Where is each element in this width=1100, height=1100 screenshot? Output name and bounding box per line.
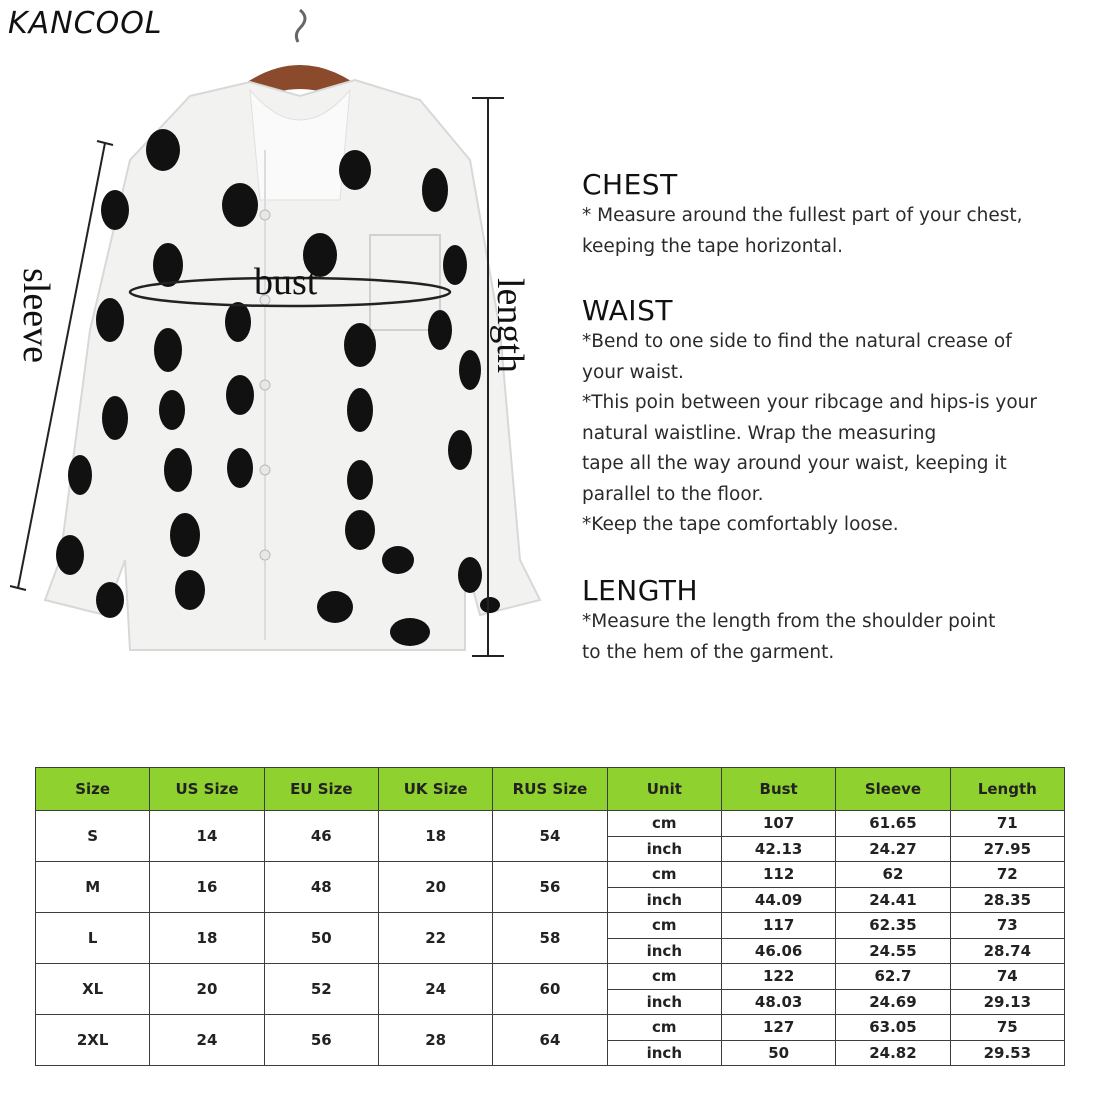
- cell-bust: 46.06: [721, 938, 835, 964]
- cell-bust: 107: [721, 811, 835, 837]
- length-heading: LENGTH: [582, 574, 699, 607]
- header-size: Size: [36, 768, 150, 811]
- waist-line: your waist.: [582, 361, 684, 383]
- cell-sleeve: 24.27: [836, 836, 950, 862]
- cell-length: 27.95: [950, 836, 1064, 862]
- size-chart-table: [35, 767, 1065, 1066]
- cell-sleeve: 24.82: [836, 1040, 950, 1066]
- chest-section: [582, 168, 1082, 262]
- cell-us: 16: [150, 862, 264, 913]
- cell-uk: 28: [378, 1015, 492, 1066]
- sleeve-label: sleeve: [15, 268, 57, 363]
- cell-uk: 18: [378, 811, 492, 862]
- table-row: [36, 1015, 1065, 1041]
- length-line: to the hem of the garment.: [582, 641, 835, 663]
- cell-unit: cm: [607, 913, 721, 939]
- cell-uk: 24: [378, 964, 492, 1015]
- cell-bust: 48.03: [721, 989, 835, 1015]
- cell-length: 71: [950, 811, 1064, 837]
- header-bust: Bust: [721, 768, 835, 811]
- cell-us: 24: [150, 1015, 264, 1066]
- cell-bust: 117: [721, 913, 835, 939]
- table-row: [36, 811, 1065, 837]
- cell-unit: inch: [607, 989, 721, 1015]
- header-rus-size: RUS Size: [493, 768, 607, 811]
- cell-sleeve: 24.41: [836, 887, 950, 913]
- length-line: *Measure the length from the shoulder point: [582, 611, 996, 632]
- header-eu-size: EU Size: [264, 768, 378, 811]
- cell-eu: 52: [264, 964, 378, 1015]
- cell-rus: 56: [493, 862, 607, 913]
- cell-unit: cm: [607, 1015, 721, 1041]
- waist-line: tape all the way around your waist, keeping it: [582, 453, 1007, 474]
- shirt-figure: [0, 0, 560, 700]
- cell-uk: 20: [378, 862, 492, 913]
- cell-length: 28.35: [950, 887, 1064, 913]
- cell-length: 28.74: [950, 938, 1064, 964]
- cell-rus: 54: [493, 811, 607, 862]
- cell-bust: 112: [721, 862, 835, 888]
- cell-eu: 56: [264, 1015, 378, 1066]
- cell-bust: 44.09: [721, 887, 835, 913]
- cell-length: 74: [950, 964, 1064, 990]
- cell-sleeve: 62.7: [836, 964, 950, 990]
- cell-us: 18: [150, 913, 264, 964]
- cell-size: L: [36, 913, 150, 964]
- waist-line: *Bend to one side to find the natural crease of: [582, 331, 1012, 352]
- cell-eu: 48: [264, 862, 378, 913]
- header-unit: Unit: [607, 768, 721, 811]
- cell-bust: 122: [721, 964, 835, 990]
- cell-eu: 46: [264, 811, 378, 862]
- chest-line: * Measure around the fullest part of your chest,: [582, 205, 1023, 226]
- cell-unit: inch: [607, 938, 721, 964]
- cell-unit: inch: [607, 887, 721, 913]
- cell-sleeve: 62.35: [836, 913, 950, 939]
- cell-rus: 58: [493, 913, 607, 964]
- polka-dot-shirt-illustration: [0, 0, 560, 700]
- waist-line: *This poin between your ribcage and hips-is your: [582, 392, 1037, 413]
- cell-unit: cm: [607, 964, 721, 990]
- waist-line: natural waistline. Wrap the measuring: [582, 422, 937, 444]
- cell-length: 72: [950, 862, 1064, 888]
- waist-heading: WAIST: [582, 294, 673, 327]
- table-header-row: [36, 768, 1065, 811]
- cell-length: 73: [950, 913, 1064, 939]
- cell-unit: cm: [607, 862, 721, 888]
- cell-sleeve: 62: [836, 862, 950, 888]
- chest-line: keeping the tape horizontal.: [582, 235, 844, 257]
- table-row: [36, 913, 1065, 939]
- cell-unit: cm: [607, 811, 721, 837]
- bust-label: bust: [254, 261, 318, 303]
- cell-sleeve: 63.05: [836, 1015, 950, 1041]
- cell-length: 29.53: [950, 1040, 1064, 1066]
- header-us-size: US Size: [150, 768, 264, 811]
- cell-eu: 50: [264, 913, 378, 964]
- cell-sleeve: 24.55: [836, 938, 950, 964]
- cell-uk: 22: [378, 913, 492, 964]
- waist-line: *Keep the tape comfortably loose.: [582, 514, 899, 535]
- cell-rus: 60: [493, 964, 607, 1015]
- length-section: [582, 574, 1082, 668]
- cell-rus: 64: [493, 1015, 607, 1066]
- hanger-hook: [296, 10, 305, 42]
- cell-unit: inch: [607, 836, 721, 862]
- cell-sleeve: 24.69: [836, 989, 950, 1015]
- header-uk-size: UK Size: [378, 768, 492, 811]
- cell-us: 20: [150, 964, 264, 1015]
- table-row: [36, 862, 1065, 888]
- cell-bust: 42.13: [721, 836, 835, 862]
- length-label: length: [489, 278, 531, 373]
- header-sleeve: Sleeve: [836, 768, 950, 811]
- table-row: [36, 964, 1065, 990]
- cell-sleeve: 61.65: [836, 811, 950, 837]
- cell-size: M: [36, 862, 150, 913]
- cell-size: S: [36, 811, 150, 862]
- waist-line: parallel to the floor.: [582, 483, 764, 505]
- cell-us: 14: [150, 811, 264, 862]
- cell-length: 29.13: [950, 989, 1064, 1015]
- waist-section: [582, 294, 1082, 541]
- cell-bust: 127: [721, 1015, 835, 1041]
- cell-unit: inch: [607, 1040, 721, 1066]
- cell-bust: 50: [721, 1040, 835, 1066]
- chest-heading: CHEST: [582, 168, 678, 201]
- header-length: Length: [950, 768, 1064, 811]
- cell-size: 2XL: [36, 1015, 150, 1066]
- cell-size: XL: [36, 964, 150, 1015]
- cell-length: 75: [950, 1015, 1064, 1041]
- brand-logo: KANCOOL: [8, 6, 163, 41]
